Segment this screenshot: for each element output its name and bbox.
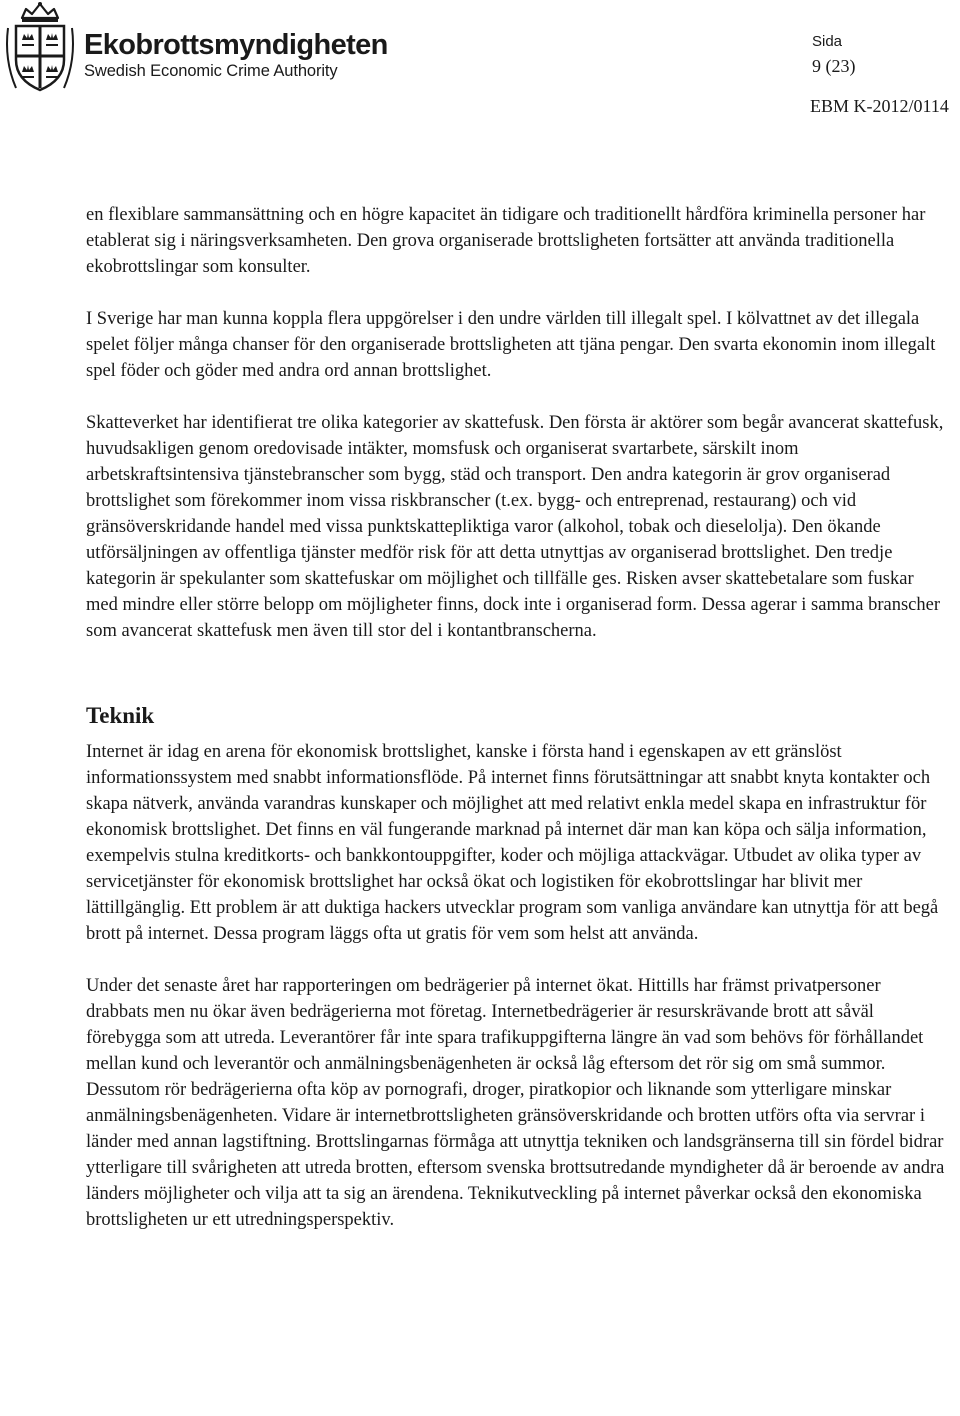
logo-title: Ekobrottsmyndigheten xyxy=(84,29,388,61)
paragraph: Skatteverket har identifierat tre olika kategorier av skattefusk. Den första är aktörer som begår avancerat skattefusk, huvudsakligen genom oredovisade intäkter, momsfusk och organiserat svartarbete, särskilt inom arbetskraftsintensiva tjänstebranscher som bygg, städ och transport. Den andra kategorin är grov organiserad brottslighet som förekommer inom vissa riskbranscher (t.ex. bygg- och entreprenad, restaurang) och vid gränsöverskridande handel med vissa punktskattepliktiga varor (alkohol, tobak och dieselolja). Den ökande utförsäljningen av offentliga tjänster medför risk för att detta utnyttjas av organiserad brottslighet. Den tredje kategorin är spekulanter som skattefuskar om möjlighet och tillfälle ges. Risken avser skattebetalare som fuskar med mindre eller större belopp om möjligheter finns, dock inte i organiserad form. Dessa agerar i samma branscher som avancerat skattefusk men även till stor del i kontantbranscherna. xyxy=(86,413,944,641)
page-number: 9 (23) xyxy=(812,56,856,76)
section-heading: Teknik xyxy=(86,703,155,728)
crest-icon xyxy=(2,0,78,92)
page-header-info xyxy=(812,33,957,117)
paragraph: I Sverige har man kunna koppla flera uppgörelser i den undre världen till illegalt spel. I kölvattnet av det illegala spelet följer många chanser för den organiserade brottsligheten att tjäna pengar. Den svarta ekonomin inom illegalt spel föder och göder med andra ord annan brottslighet. xyxy=(86,309,936,381)
paragraph: Under det senaste året har rapporteringen om bedrägerier på internet ökat. Hittills har främst privatpersoner drabbats men nu ökar även bedrägerierna mot företag. Internetbedrägerier är resurskrävande brott att såväl förebygga som att utreda. Leverantörer får inte spara trafikuppgifterna längre än vad som behövs för förhållandet mellan kund och leverantör och anmälningsbenägenheten är också låg eftersom det rör sig om små summor. Dessutom rör bedrägerierna ofta köp av pornografi, droger, piratkopior och liknande som ytterligare minskar anmälningsbenägenheten. Vidare är internetbrottsligheten gränsöverskridande och brotten utförs ofta via servrar i länder med annan lagstiftning. Brottslingarnas förmåga att utnyttja tekniken och landsgränserna till sin fördel bidrar ytterligare till svårigheten att utreda brotten, eftersom svenska brottsutredande myndigheter då är beroende av andra länders möjligheter och vilja att ta sig an ärendena. Teknikutveckling på internet påverkar också den ekonomiska brottsligheten ur ett utredningsperspektiv. xyxy=(86,976,945,1230)
document-body xyxy=(86,202,946,1233)
agency-logo xyxy=(2,0,388,92)
page-label: Sida xyxy=(812,33,843,50)
document-reference: EBM K-2012/0114 xyxy=(810,96,949,116)
paragraph: en flexiblare sammansättning och en högre kapacitet än tidigare och traditionellt hårdföra kriminella personer har etablerat sig i näringsverksamheten. Den grova organiserade brottsligheten fortsätter att använda traditionella ekobrottslingar som konsulter. xyxy=(86,205,926,277)
paragraph: Internet är idag en arena för ekonomisk brottslighet, kanske i första hand i egenskapen av ett gränslöst informationssystem med snabbt informationsflöde. På internet finns förutsättningar att snabbt knyta kontakter och skapa nätverk, använda varandras kunskaper och möjlighet att med relativt enkla medel skapa en infrastruktur för ekonomisk brottslighet. Det finns en väl fungerande marknad på internet där man kan köpa och sälja information, exempelvis stulna kreditkorts- och bankkontouppgifter, koder och möjliga attackvägar. Utbudet av olika typer av servicetjänster för ekonomisk brottslighet har också ökat och logistiken för ekobrottslingar har blivit mer lättillgänglig. Ett problem är att duktiga hackers utvecklar program som vanliga användare kan utnyttja för att begå brott på internet. Dessa program läggs ofta ut gratis för vem som helst att använda. xyxy=(86,742,939,944)
logo-subtitle: Swedish Economic Crime Authority xyxy=(84,62,338,80)
